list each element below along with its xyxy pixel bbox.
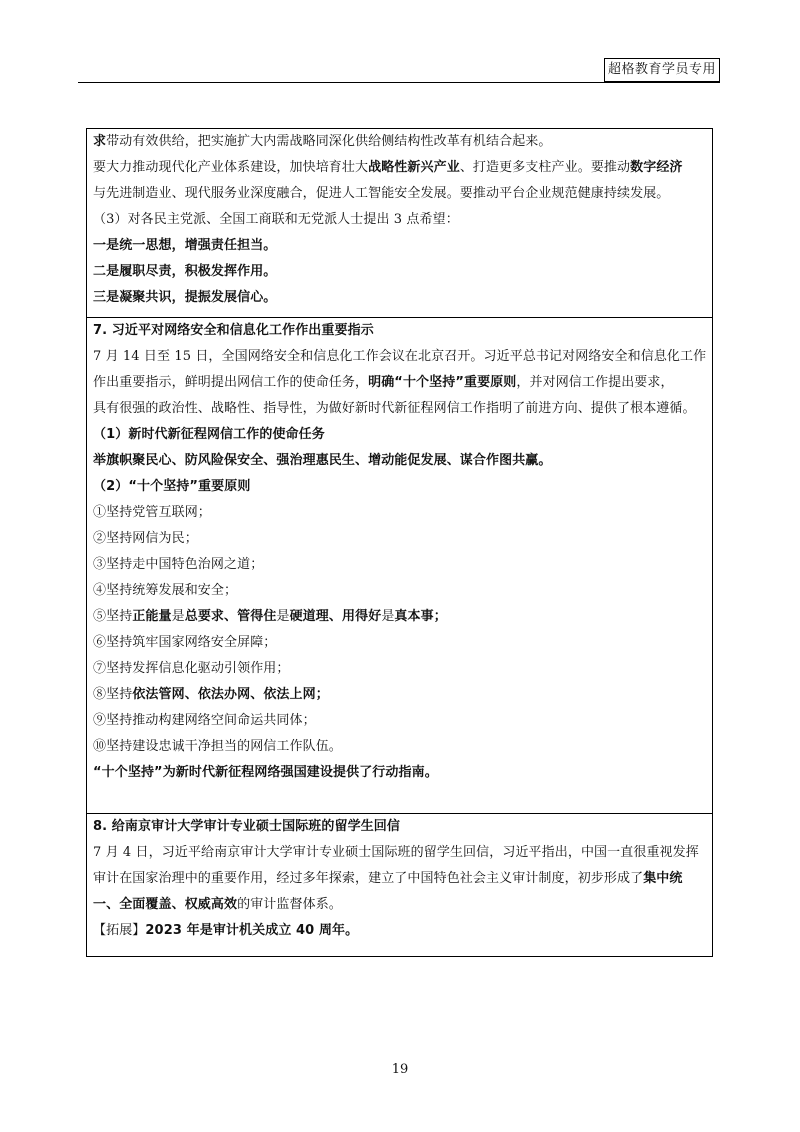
subheading: （2）“十个坚持”重要原则 (93, 479, 251, 494)
text: ⑧坚持 (93, 687, 133, 702)
hope-item: 一是统一思想，增强责任担当。 (93, 238, 277, 253)
hope-item: 三是凝聚共识，提振发展信心。 (93, 290, 277, 305)
mission-statement: 举旗帜聚民心、防风险保安全、强治理惠民生、增动能促发展、谋合作图共赢。 (93, 453, 552, 468)
bold-text: 2023 年是审计机关成立 40 周年。 (145, 923, 359, 938)
text: 作出重要指示，鲜明提出网信工作的使命任务， (93, 375, 369, 390)
text: 是 (381, 609, 395, 624)
paragraph-line: 7 月 4 日，习近平给南京审计大学审计专业硕士国际班的留学生回信，习近平指出，中国一直很重视发挥 (93, 845, 699, 860)
text: 带动有效供给，把实施扩大内需战略同深化供给侧结构性改革有机结合起来。 (106, 134, 552, 149)
paragraph-line (93, 370, 706, 396)
subheading: （1）新时代新征程网信工作的使命任务 (93, 427, 325, 442)
paragraph-line (93, 129, 706, 155)
principle-item: ⑥坚持筑牢国家网络安全屏障； (93, 635, 277, 650)
principle-item (93, 682, 706, 708)
text: ⑤坚持 (93, 609, 133, 624)
header-rule (78, 82, 720, 83)
paragraph-line (93, 866, 706, 892)
text: ，并对网信工作提出要求， (516, 375, 674, 390)
bold-text: 总要求 (184, 609, 225, 624)
paragraph-line: 具有很强的政治性、战略性、指导性，为做好新时代新征程网信工作指明了前进方向、提供了根本遵循。 (93, 401, 696, 416)
text: 是 (276, 609, 290, 624)
paragraph-line: 7 月 14 日至 15 日，全国网络安全和信息化工作会议在北京召开。习近平总书记对网络安全和信息化工作 (93, 349, 706, 364)
text: 的审计监督体系。 (237, 897, 342, 912)
paragraph-line (93, 155, 706, 181)
page-number: 19 (391, 1062, 409, 1077)
text: 要大力推动现代化产业体系建设，加快培育壮大 (93, 160, 369, 175)
section-title: 7. 习近平对网络安全和信息化工作作出重要指示 (93, 323, 374, 338)
bold-text: 硬道理 (289, 609, 329, 624)
text: 是 (171, 609, 185, 624)
bold-text: 集中统 (643, 871, 683, 886)
principle-item: ③坚持走中国特色治网之道； (93, 557, 264, 572)
cell-development-hopes (87, 129, 712, 317)
bold-text: 、 (224, 609, 238, 624)
text: 审计在国家治理中的重要作用，经过多年探索，建立了中国特色社会主义审计制度，初步形成了 (93, 871, 644, 886)
paragraph-line (93, 892, 706, 918)
bold-text: 求 (93, 134, 107, 149)
principle-item: ①坚持党管互联网； (93, 505, 211, 520)
principle-item: ④坚持统筹发展和安全； (93, 583, 238, 598)
principle-item: ⑦坚持发挥信息化驱动引领作用； (93, 661, 290, 676)
extension-label: 【拓展】 (93, 923, 146, 938)
cell-audit-letter (87, 813, 712, 956)
bold-text: 、 (328, 609, 342, 624)
header-badge: 超格教育学员专用 (604, 58, 720, 82)
content-table (86, 128, 713, 957)
section-title: 8. 给南京审计大学审计专业硕士国际班的留学生回信 (93, 819, 401, 834)
bold-text: 依法管网、依法办网、依法上网； (132, 687, 329, 702)
bold-text: 用得好 (342, 609, 382, 624)
hope-item: 二是履职尽责，积极发挥作用。 (93, 264, 277, 279)
paragraph-line: （3）对各民主党派、全国工商联和无党派人士提出 3 点希望： (93, 212, 459, 227)
cell-cybersecurity-instructions (87, 317, 712, 813)
bold-text: 管得住 (237, 609, 277, 624)
principle-item: ②坚持网信为民； (93, 531, 198, 546)
bold-text: 真本事； (394, 609, 447, 624)
bold-text: 明确“十个坚持”重要原则 (368, 375, 517, 390)
text: 、打造更多支柱产业。要推动 (459, 160, 631, 175)
bold-text: 数字经济 (630, 160, 683, 175)
bold-text: 战略性新兴产业 (368, 160, 460, 175)
principle-item: ⑩坚持建设忠诚干净担当的网信工作队伍。 (93, 739, 342, 754)
bold-text: 正能量 (132, 609, 172, 624)
summary-line: “十个坚持”为新时代新征程网络强国建设提供了行动指南。 (93, 765, 438, 780)
principle-item: ⑨坚持推动构建网络空间命运共同体； (93, 713, 316, 728)
bold-text: 一、全面覆盖、权威高效 (93, 897, 238, 912)
extension-note (93, 918, 706, 944)
paragraph-line: 与先进制造业、现代服务业深度融合，促进人工智能安全发展。要推动平台企业规范健康持续发展。 (93, 186, 670, 201)
principle-item (93, 604, 706, 630)
